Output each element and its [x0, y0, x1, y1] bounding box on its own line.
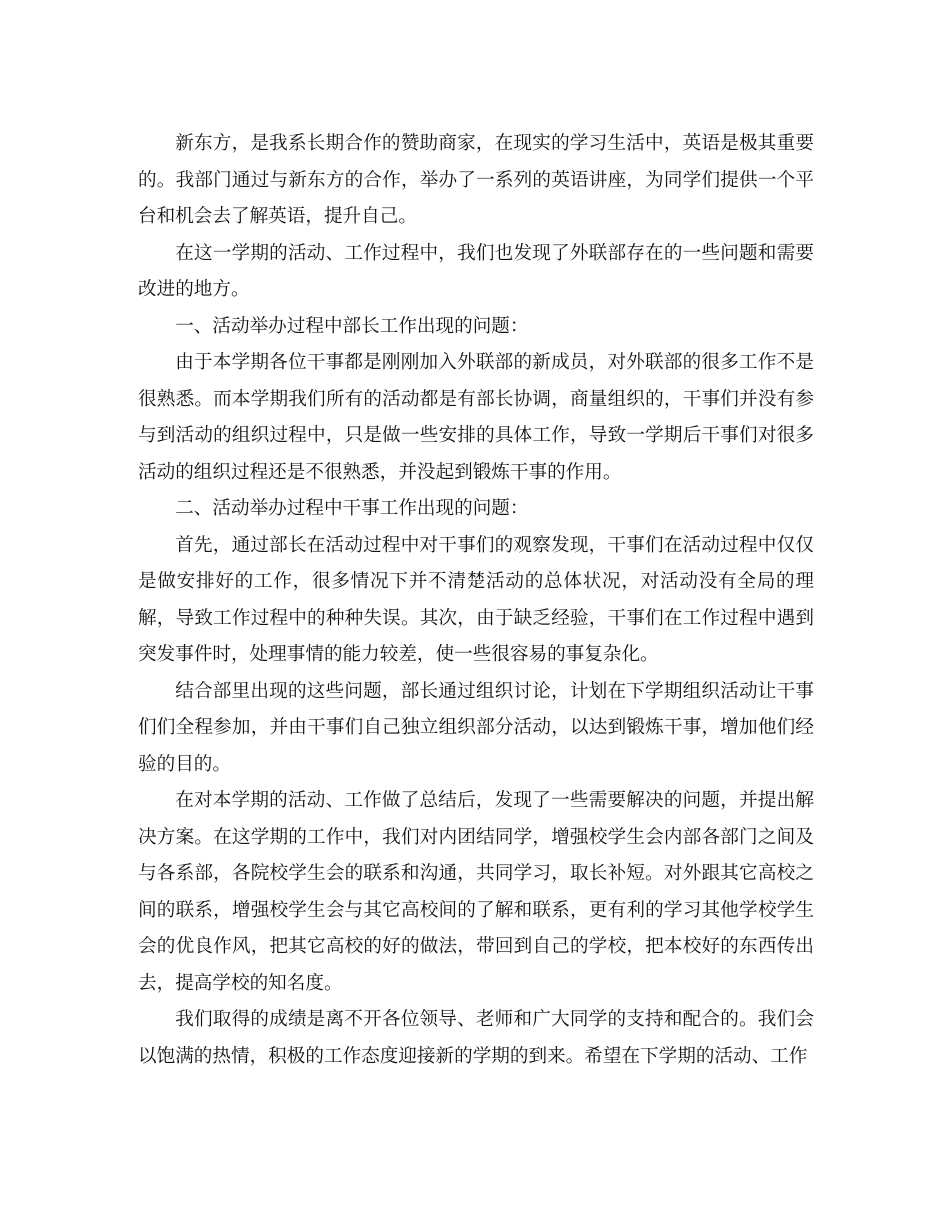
- heading-staff-issues: 二、活动举办过程中干事工作出现的问题：: [175, 498, 529, 519]
- paragraph-sponsor: 新东方，是我系长期合作的赞助商家，在现实的学习生活中，英语是极其重要的。我部门通过与新东方的合作，举办了一系列的英语讲座，为同学们提供一个平台和机会去了解英语，提升自己。: [138, 133, 814, 227]
- heading-minister-issues: 一、活动举办过程中部长工作出现的问题：: [175, 315, 529, 337]
- paragraph-staff-issues: 首先，通过部长在活动过程中对干事们的观察发现，干事们在活动过程中仅仅是做安排好的工作，很多情况下并不清楚活动的总体状况，对活动没有全局的理解，导致工作过程中的种种失误。其次，由于缺乏经验，干事们在工作过程中遇到突发事件时，处理事情的能力较差，使一些很容易的事复杂化。: [138, 534, 814, 665]
- paragraph-minister-issues: 由于本学期各位干事都是刚刚加入外联部的新成员，对外联部的很多工作不是很熟悉。而本学期我们所有的活动都是有部长协调，商量组织的，干事们并没有参与到活动的组织过程中，只是做一些安排的具体工作，导致一学期后干事们对很多活动的组织过程还是不很熟悉，并没起到锻炼干事的作用。: [138, 352, 814, 483]
- paragraph-closing: 我们取得的成绩是离不开各位领导、老师和广大同学的支持和配合的。我们会以饱满的热情，积极的工作态度迎接新的学期的到来。希望在下学期的活动、工作: [138, 1009, 814, 1067]
- paragraph-plan: 结合部里出现的这些问题，部长通过组织讨论，计划在下学期组织活动让干事们们全程参加，并由干事们自己独立组织部分活动，以达到锻炼干事，增加他们经验的目的。: [138, 680, 814, 775]
- paragraph-problems-intro: 在这一学期的活动、工作过程中，我们也发现了外联部存在的一些问题和需要改进的地方。: [138, 242, 814, 300]
- paragraph-summary: 在对本学期的活动、工作做了总结后，发现了一些需要解决的问题，并提出解决方案。在这学期的工作中，我们对内团结同学，增强校学生会内部各部门之间及与各系部，各院校学生会的联系和沟通，共同学习，取长补短。对外跟其它高校之间的联系，增强校学生会与其它高校间的了解和联系，更有利的学习其他学校学生会的优良作风，把其它高校的好的做法，带回到自己的学校，把本校好的东西传出去，提高学校的知名度。: [138, 790, 814, 994]
- document-body: [138, 126, 814, 1075]
